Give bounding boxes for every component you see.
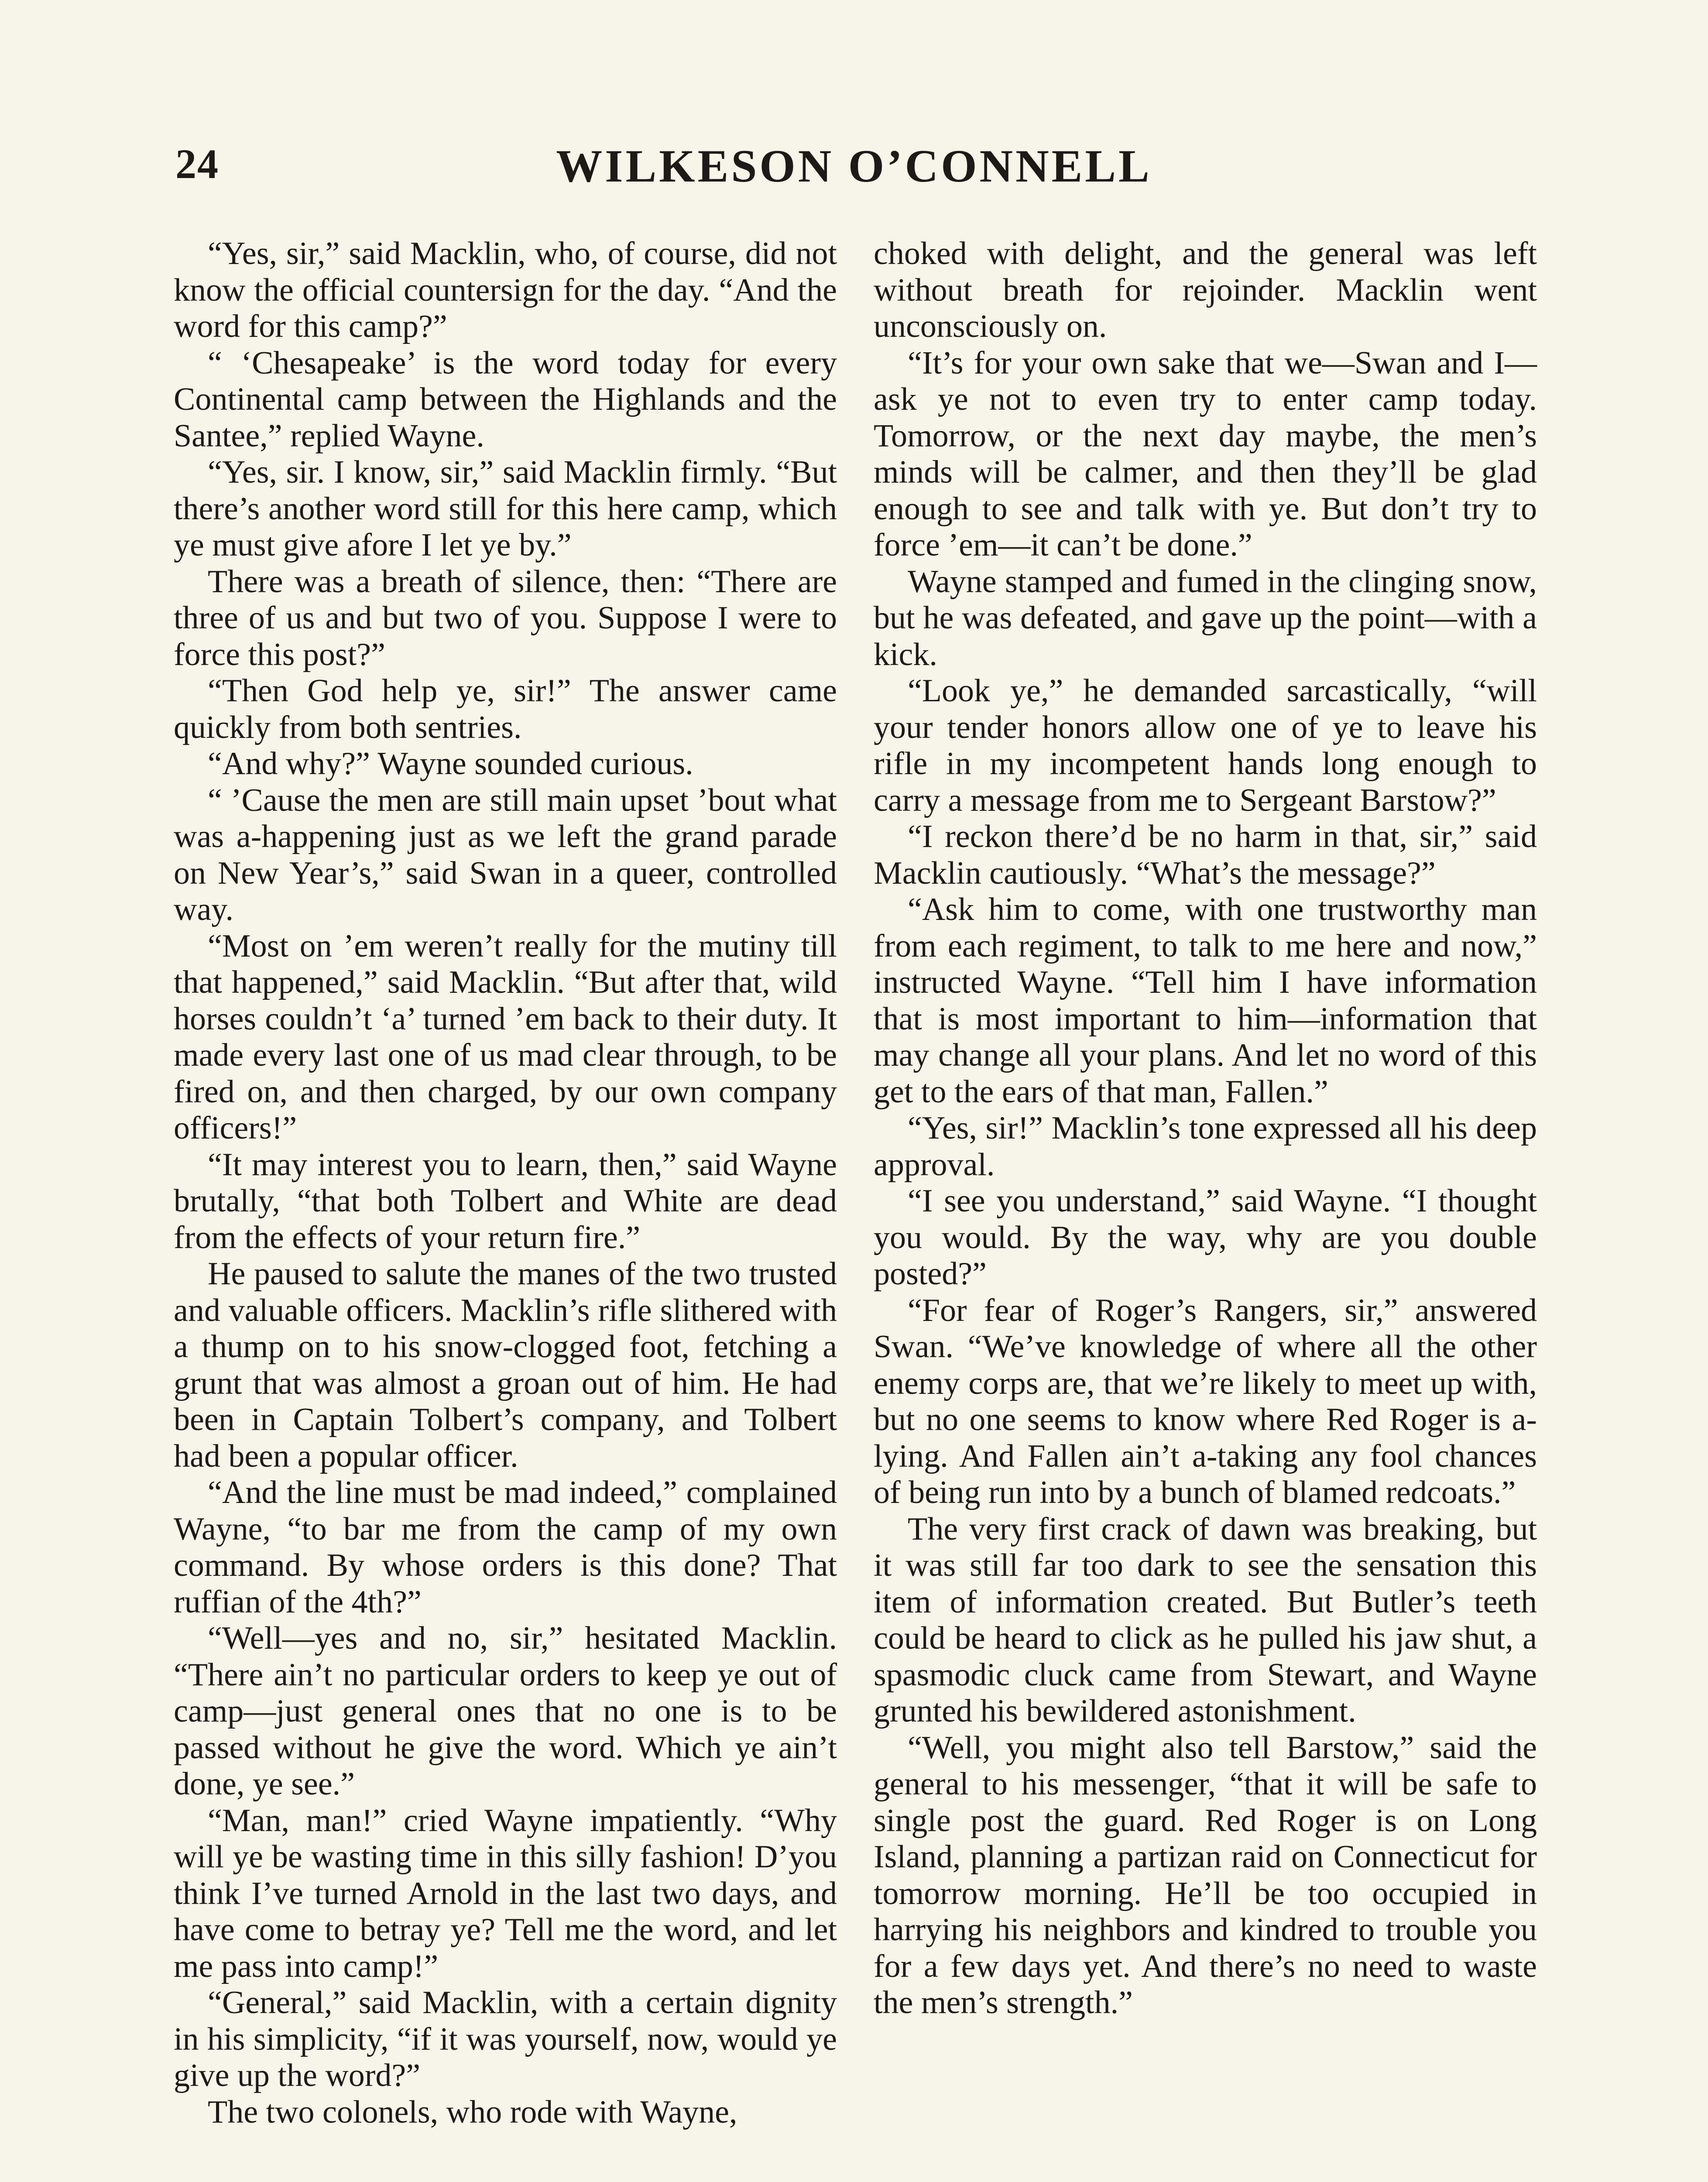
paragraph: “Then God help ye, sir!” The answer came quickly from both sentries.	[174, 673, 837, 745]
paragraph: “And the line must be mad indeed,” complained Wayne, “to bar me from the camp of my own command. By whose orders is this done? That ruffian of the 4th?”	[174, 1475, 837, 1620]
paragraph: “Yes, sir!” Macklin’s tone expressed all his deep approval.	[874, 1110, 1537, 1183]
paragraph: “ ‘Chesapeake’ is the word today for every Continental camp between the Highlands and the Santee,” replied Wayne.	[174, 345, 837, 454]
paragraph: “ ’Cause the men are still main upset ’bout what was a-happening just as we left the grand parade on New Year’s,” said Swan in a queer, controlled way.	[174, 782, 837, 927]
paragraph: “Most on ’em weren’t really for the mutiny till that happened,” said Macklin. “But after that, wild horses couldn’t ‘a’ turned ’em back to their duty. It made every last one of us mad clear through, to be fired on, and then charged, by our own company officers!”	[174, 928, 837, 1146]
paragraph: “Ask him to come, with one trustworthy man from each regiment, to talk to me here and now,” instructed Wayne. “Tell him I have information that is most important to him—information that may change all your plans. And let no word of this get to the ears of that man, Fallen.”	[874, 892, 1537, 1110]
paragraph: “It may interest you to learn, then,” said Wayne brutally, “that both Tolbert and White are dead from the effects of your return fire.”	[174, 1146, 837, 1256]
paragraph: Wayne stamped and fumed in the clinging snow, but he was defeated, and gave up the point—with a kick.	[874, 563, 1537, 672]
paragraph: “Look ye,” he demanded sarcastically, “will your tender honors allow one of ye to leave his rifle in my incompetent hands long enough to carry a message from me to Sergeant Barstow?”	[874, 673, 1537, 818]
paragraph: There was a breath of silence, then: “There are three of us and but two of you. Suppose I were to force this post?”	[174, 563, 837, 672]
paragraph: The two colonels, who rode with Wayne,	[208, 2094, 737, 2130]
paragraph: “It’s for your own sake that we—Swan and I—ask ye not to even try to enter camp today. Tomorrow, or the next day maybe, the men’s minds will be calmer, and then they’ll be glad enough to see and talk with ye. But don’t try to force ’em—it can’t be done.”	[874, 345, 1537, 563]
paragraph: “Yes, sir,” said Macklin, who, of course, did not know the official countersign for the day. “And the word for this camp?”	[174, 236, 837, 344]
left-column	[174, 236, 837, 2131]
paragraph: “General,” said Macklin, with a certain dignity in his simplicity, “if it was yourself, now, would ye give up the word?”	[174, 1985, 837, 2093]
paragraph: “Yes, sir. I know, sir,” said Macklin firmly. “But there’s another word still for this here camp, which ye must give afore I let ye by.”	[174, 454, 837, 563]
paragraph: “Man, man!” cried Wayne impatiently. “Why will ye be wasting time in this silly fashion! D’you think I’ve turned Arnold in the last two days, and have come to betray ye? Tell me the word, and let me pass into camp!”	[174, 1802, 837, 1984]
paragraph: “For fear of Roger’s Rangers, sir,” answered Swan. “We’ve knowledge of where all the other enemy corps are, that we’re likely to meet up with, but no one seems to know where Red Roger is a-lying. And Fallen ain’t a-taking any fool chances of being run into by a bunch of blamed redcoats.”	[874, 1292, 1537, 1510]
page-number: 24	[175, 141, 219, 187]
paragraph: “I reckon there’d be no harm in that, sir,” said Macklin cautiously. “What’s the message?”	[874, 819, 1537, 891]
right-column	[874, 236, 1537, 2021]
paragraph: “And why?” Wayne sounded curious.	[208, 746, 693, 782]
paragraph: He paused to salute the manes of the two trusted and valuable officers. Macklin’s rifle slithered with a thump on to his snow-clogged foot, fetching a grunt that was almost a groan out of him. He had been in Captain Tolbert’s company, and Tolbert had been a popular officer.	[174, 1256, 837, 1474]
paragraph: “Well, you might also tell Barstow,” said the general to his messenger, “that it will be safe to single post the guard. Red Roger is on Long Island, planning a partizan raid on Connecticut for tomorrow morning. He’ll be too occupied in harrying his neighbors and kindred to trouble you for a few days yet. And there’s no need to waste the men’s strength.”	[874, 1729, 1537, 2021]
running-head: WILKESON O’CONNELL	[556, 141, 1152, 192]
paragraph: “Well—yes and no, sir,” hesitated Macklin. “There ain’t no particular orders to keep ye out of camp—just general ones that no one is to be passed without he give the word. Which ye ain’t done, ye see.”	[174, 1620, 837, 1802]
paragraph: choked with delight, and the general was left without breath for rejoinder. Macklin went unconsciously on.	[874, 236, 1537, 344]
paragraph: “I see you understand,” said Wayne. “I thought you would. By the way, why are you double posted?”	[874, 1183, 1537, 1292]
paragraph: The very first crack of dawn was breaking, but it was still far too dark to see the sensation this item of information created. But Butler’s teeth could be heard to click as he pulled his jaw shut, a spasmodic cluck came from Stewart, and Wayne grunted his bewildered astonishment.	[874, 1511, 1537, 1729]
